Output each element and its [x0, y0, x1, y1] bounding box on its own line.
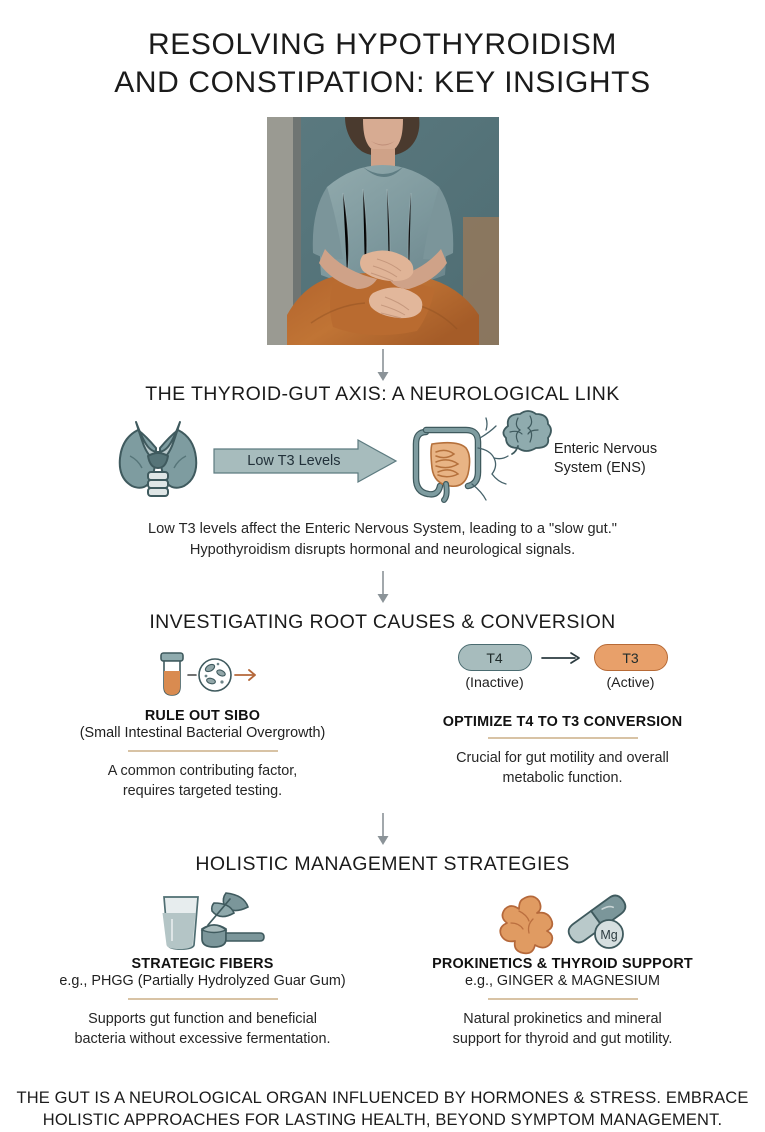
intestine-nerves-icon [402, 414, 502, 507]
conversion-desc-line-2: metabolic function. [502, 770, 623, 787]
prokinetics-desc-line-2: support for thyroid and gut motility. [452, 1031, 673, 1048]
axis-body-copy [148, 519, 617, 561]
ginger-magnesium-capsule-icon [493, 889, 633, 953]
thyroid-gland-icon [108, 416, 208, 505]
prokinetics-desc-line-1: Natural prokinetics and mineral [463, 1010, 662, 1027]
brain-icon [496, 410, 552, 459]
section-heading-holistic: HOLISTIC MANAGEMENT STRATEGIES [195, 853, 570, 876]
t3-pill: T3 [594, 644, 668, 671]
fiber-icon-slot [138, 888, 268, 954]
ens-label [554, 440, 657, 478]
footer-line-2: HOLISTIC APPROACHES FOR LASTING HEALTH, BEYOND SYMPTOM MANAGEMENT. [42, 1111, 723, 1130]
hero-image-wrap [267, 117, 499, 345]
title-line-1: RESOLVING HYPOTHYROIDISM [148, 28, 617, 61]
sibo-desc-line-1: A common contributing factor, [107, 762, 298, 779]
thyroid-gut-axis-row [73, 414, 693, 507]
section-heading-thyroid-gut-axis: THE THYROID-GUT AXIS: A NEUROLOGICAL LINK [145, 383, 620, 405]
fibers-title: STRATEGIC FIBERS [131, 956, 274, 973]
footer-statement [16, 1087, 748, 1132]
divider-rule [128, 750, 278, 752]
footer-line-1: THE GUT IS A NEUROLOGICAL ORGAN INFLUENCED BY HORMONES & STRESS. EMBRACE [16, 1088, 749, 1107]
ens-label-line-2: System (ENS) [553, 459, 646, 476]
divider-rule [128, 998, 278, 1000]
fibers-desc-line-2: bacteria without excessive fermentation. [74, 1031, 331, 1048]
section-heading-root-causes: INVESTIGATING ROOT CAUSES & CONVERSION [149, 611, 616, 634]
prokinetics-title: PROKINETICS & THYROID SUPPORT [432, 956, 693, 973]
axis-body-line-1: Low T3 levels affect the Enteric Nervous System, leading to a "slow gut." [148, 521, 617, 537]
sibo-subtitle: (Small Intestinal Bacterial Overgrowth) [79, 725, 326, 742]
holistic-columns [33, 888, 733, 1049]
prokinetics-description [453, 1009, 673, 1050]
connector-arrow-2 [373, 571, 393, 605]
divider-rule [488, 998, 638, 1000]
divider-rule [488, 737, 638, 739]
conversion-description [456, 748, 669, 789]
test-tube-bacteria-icon [139, 649, 267, 701]
t4-pill-group [458, 644, 532, 691]
ens-label-line-1: Enteric Nervous [553, 441, 658, 457]
conversion-desc-line-1: Crucial for gut motility and overall [456, 749, 669, 766]
prokinetics-icon-slot [493, 888, 633, 954]
t3-pill-group [594, 644, 668, 691]
t4-t3-pill-row [458, 644, 668, 691]
ens-group [402, 414, 657, 507]
fibers-description [75, 1009, 331, 1050]
prokinetics-subtitle: e.g., GINGER & MAGNESIUM [464, 973, 661, 990]
conversion-title: OPTIMIZE T4 TO T3 CONVERSION [442, 714, 683, 731]
t4-t3-icon-slot [458, 644, 668, 702]
water-glass-leaf-scoop-icon [138, 889, 268, 953]
fibers-subtitle: e.g., PHGG (Partially Hydrolyzed Guar Gum) [59, 973, 346, 990]
sibo-title: RULE OUT SIBO [144, 708, 261, 725]
connector-arrow-1 [373, 349, 393, 383]
t4-pill: T4 [458, 644, 532, 671]
column-rule-out-sibo [33, 644, 373, 801]
low-t3-flow-arrow [212, 438, 398, 484]
root-causes-columns [33, 644, 733, 801]
fibers-desc-line-1: Supports gut function and beneficial [88, 1010, 317, 1027]
title-line-2: AND CONSTIPATION: KEY INSIGHTS [114, 65, 651, 99]
sibo-icon-slot [139, 644, 267, 706]
hero-photo-woman-abdomen [267, 117, 499, 345]
page-title [114, 26, 650, 101]
sibo-description [108, 761, 298, 802]
column-strategic-fibers [33, 888, 373, 1049]
sibo-desc-line-2: requires targeted testing. [122, 782, 283, 799]
magnesium-label: Mg [599, 928, 618, 943]
t4-caption: (Inactive) [465, 675, 524, 692]
t3-caption: (Active) [606, 675, 655, 692]
low-t3-label: Low T3 Levels [247, 452, 341, 469]
connector-arrow-3 [373, 813, 393, 847]
axis-body-line-2: Hypothyroidism disrupts hormonal and neurological signals. [189, 542, 576, 559]
column-prokinetics [393, 888, 733, 1049]
column-t4-t3-conversion [393, 644, 733, 801]
conversion-arrow-icon [541, 651, 585, 670]
